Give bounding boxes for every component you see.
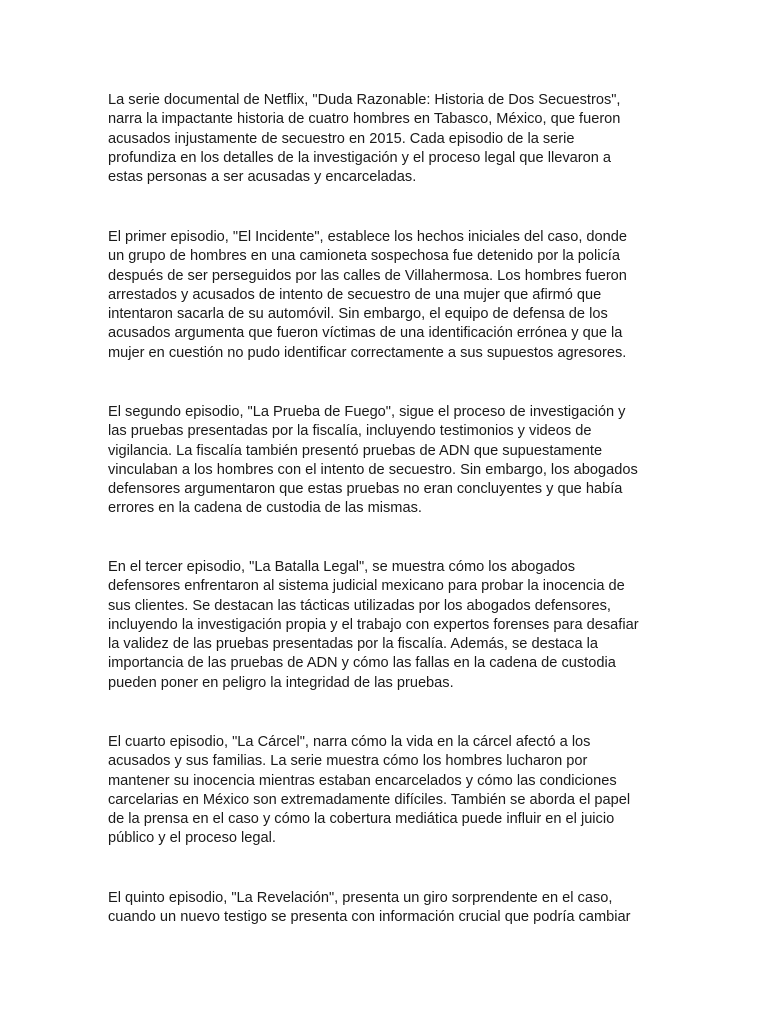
paragraph-episode-5: El quinto episodio, "La Revelación", presenta un giro sorprendente en el caso, cuando un nuevo testigo se presenta con información crucial que podría cambiar xyxy=(108,890,631,926)
paragraph-intro: La serie documental de Netflix, "Duda Razonable: Historia de Dos Secuestros", narra la impactante historia de cuatro hombres en Tabasco, México, que fueron acusados injustamente de secuestro en 2015. Cada episodio de la serie profundiza en los detalles de la investigación y el proceso legal que llevaron a estas personas a ser acusadas y encarceladas. xyxy=(108,92,621,186)
paragraph-episode-1: El primer episodio, "El Incidente", establece los hechos iniciales del caso, donde un grupo de hombres en una camioneta sospechosa fue detenido por la policía después de ser perseguidos por las calles de Villahermosa. Los hombres fueron arrestados y acusados de intento de secuestro de una mujer que afirmó que intentaron sacarla de su automóvil. Sin embargo, el equipo de defensa de los acusados argumenta que fueron víctimas de una identificación errónea y que la mujer en cuestión no pudo identificar correctamente a sus supuestos agresores. xyxy=(108,229,628,361)
paragraph-episode-2: El segundo episodio, "La Prueba de Fuego", sigue el proceso de investigación y las pruebas presentadas por la fiscalía, incluyendo testimonios y videos de vigilancia. La fiscalía también presentó pruebas de ADN que supuestamente vinculaban a los hombres con el intento de secuestro. Sin embargo, los abogados defensores argumentaron que estas pruebas no eran concluyentes y que había errores en la cadena de custodia de las mismas. xyxy=(108,404,638,517)
paragraph-episode-3: En el tercer episodio, "La Batalla Legal", se muestra cómo los abogados defensores enfrentaron al sistema judicial mexicano para probar la inocencia de sus clientes. Se destacan las tácticas utilizadas por los abogados defensores, incluyendo la investigación propia y el trabajo con expertos forenses para desafiar la validez de las pruebas presentadas por la fiscalía. Además, se destaca la importancia de las pruebas de ADN y cómo las fallas en la cadena de custodia pueden poner en peligro la integridad de las pruebas. xyxy=(108,559,639,691)
paragraph-episode-4: El cuarto episodio, "La Cárcel", narra cómo la vida en la cárcel afectó a los acusados y sus familias. La serie muestra cómo los hombres lucharon por mantener su inocencia mientras estaban encarcelados y cómo las condiciones carcelarias en México son extremadamente difíciles. También se aborda el papel de la prensa en el caso y cómo la cobertura mediática puede influir en el juicio público y el proceso legal. xyxy=(108,734,631,847)
